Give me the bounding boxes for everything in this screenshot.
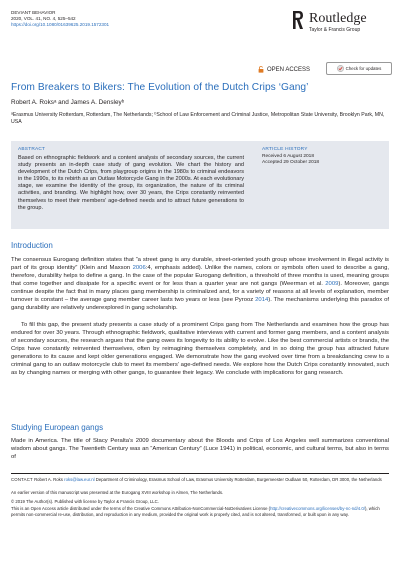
publisher-name: Routledge	[309, 11, 367, 26]
accepted-date: Accepted 29 October 2018	[262, 160, 320, 166]
intro-paragraph-2: To fill this gap, the present study presents a case study of a prominent Crips gang from The Netherlands and examines how the group has endured for over 30 years. Through ethnographic fieldwork, qualitative interviews with current and former gang members, and a content analysis of secondary sources, the research argues that the gang owes its longevity to its ability to evolve. Like the best commercial artists or brands, the Crips have constantly reinvented themselves, often by reimagining themselves completely, and in so doing the group has attracted future generations to its cause and kept older generations engaged. We demonstrate how the gang evolved over time from a breakdancing crew to a criminal gang to an outlaw motorcycle club to meet its members’ age-defined needs. We explore how the Dutch Crips constantly innovated, such as by changing names or merging with other gangs, to guarantee their legacy. We conclude with implications for gang research.	[11, 322, 389, 377]
journal-volume: 2020, VOL. 41, NO. 4, 525–542	[11, 16, 76, 22]
studying-gangs-heading: Studying European gangs	[11, 423, 104, 432]
affiliations: ᵃErasmus University Rotterdam, Rotterdam, The Netherlands; ᵇSchool of Law Enforcement and Criminal Justice, Metropolitan State University, Brooklyn Park, MN, USA	[11, 112, 385, 125]
journal-info	[11, 10, 109, 29]
version-note: An earlier version of this manuscript was presented at the Eurogang XVIII workshop in Almen, The Netherlands.	[11, 490, 224, 495]
abstract-label: ABSTRACT	[18, 147, 46, 152]
publisher-logo	[292, 8, 392, 38]
intro-paragraph-1: The consensus Eurogang definition states that “a street gang is any durable, street-oriented youth group whose involvement in illegal activity is part of its group identity” (Klein and Maxson 2006:4, emphasis added). Unlike the names, colors or symbols often used to describe a gang, therefore, durability helps to define a gang. In the case of the popular Eurogang definition, a threshold of three months is used, meaning groups that come together and dissipate for a specific event or for less than a quarter year are not gangs (Weerman et al. 2009). Moreover, gangs continue despite the fact that in many places gang membership is criminalized and, for a variety of reasons at all levels of explanation, member turnover is constant – the average gang member career lasts two years or less (see Pyrooz 2014). The mechanisms underlying this paradox of gang durability are relatively underexplored in gang scholarship.	[11, 257, 389, 312]
routledge-r-icon	[292, 10, 304, 30]
license-note: This is an Open Access article distributed under the terms of the Creative Commons Attribution-NonCommercial-NoDerivatives License (http://creativecommons.org/licenses/by-nc-nd/4.0/), which permits non-commercial re-use, distribution, and reproduction in any medium, provided the original work is properly cited, and is not altered, transformed, or built upon in any way.	[11, 506, 380, 517]
citation-link[interactable]: 2009	[325, 281, 339, 288]
email-link[interactable]: roks@law.eur.nl	[64, 477, 95, 482]
footnote-divider	[11, 473, 389, 474]
article-history	[262, 154, 319, 166]
abstract-text: Based on ethnographic fieldwork and a content analysis of secondary sources, the current study presents an in-depth case study of gang evolution. We chart the history and development of the Dutch Crips, from playgroup origins in the 1980s to criminal endeavors in the 1990s, to its rebirth as an Outlaw Motorcycle Gang in the 2000s. At each evolutionary stage, we examine the identity of the group, its organization, the nature of its criminal activities, and branding. We highlight how, over 30 years, the Crips constantly reinvented themselves to meet their members’ age-defined needs and to attract future generations to the group.	[18, 155, 244, 211]
introduction-heading: Introduction	[11, 241, 53, 250]
copyright-note: © 2019 The Author(s). Published with license by Taylor & Francis Group, LLC.	[11, 499, 159, 504]
license-link[interactable]: http://creativecommons.org/licenses/by-nc-nd/4.0/	[270, 506, 365, 511]
studying-paragraph: Made in America. The title of Stacy Peralta’s 2009 documentary about the Bloods and Crips of Los Angeles well summarizes conventional wisdom about gangs. The Twentieth Century was an “American Century” (Luce 1941) in political, economic, and cultural terms, but also in terms of	[11, 438, 389, 461]
journal-name: DEVIANT BEHAVIOR	[11, 10, 56, 15]
open-lock-icon	[258, 66, 264, 73]
citation-link[interactable]: 2006	[132, 265, 146, 272]
received-date: Received 6 August 2018	[262, 154, 315, 159]
article-history-label: ARTICLE HISTORY	[262, 147, 308, 152]
publisher-subtitle: Taylor & Francis Group	[309, 27, 361, 33]
contact-note: CONTACT Robert A. Roks roks@law.eur.nl Department of Criminology, Erasmus School of Law, Erasmus University Rotterdam, Burgemeester Oudlaan 50, Rotterdam, DR 3000, the Netherlands	[11, 477, 382, 482]
doi-link[interactable]: https://doi.org/10.1080/01639625.2019.1572301	[11, 22, 110, 28]
citation-link[interactable]: 2014	[255, 297, 269, 304]
article-title: From Breakers to Bikers: The Evolution of the Dutch Crips ‘Gang’	[11, 82, 309, 93]
open-access-badge	[258, 66, 310, 73]
check-updates-label: Check for updates	[345, 66, 382, 71]
crossmark-icon	[337, 65, 344, 72]
author-list: Robert A. Roksᵃ and James A. Densleyᵇ	[11, 99, 125, 106]
check-for-updates-button[interactable]	[326, 62, 392, 75]
open-access-label: OPEN ACCESS	[267, 66, 311, 73]
